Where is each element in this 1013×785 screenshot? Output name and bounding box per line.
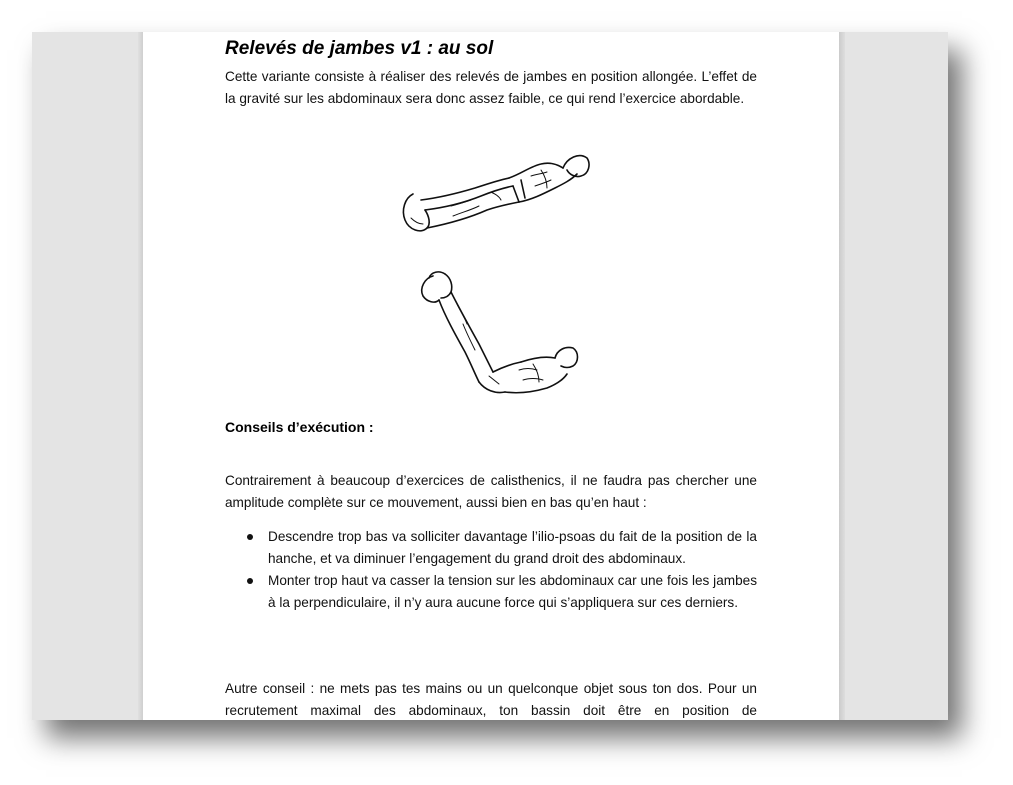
right-gutter [839,32,948,720]
section-title: Relevés de jambes v1 : au sol [225,38,494,59]
left-gutter [32,32,143,720]
lying-leg-raise-top-illustration [409,264,581,408]
document-viewer [32,32,948,720]
tip-text: Descendre trop bas va solliciter davantage l’ilio-psoas du fait de la position de la hanche, et va diminuer l’engagement du grand droit des abdominaux. [268,529,757,566]
list-item [225,526,757,570]
document-page [143,32,839,720]
list-item [225,570,757,614]
bullet-icon [247,534,253,540]
execution-tips-heading: Conseils d’exécution : [225,419,374,435]
other-advice-paragraph: Autre conseil : ne mets pas tes mains ou un quelconque objet sous ton dos. Pour un recrutement maximal des abdominaux, ton bassin doit être en position de [225,681,757,718]
intro-paragraph: Cette variante consiste à réaliser des relevés de jambes en position allongée. L’effet de la gravité sur les abdominaux sera donc assez faible, ce qui rend l’exercice abordable. [225,69,757,106]
page-edge-right [839,32,845,720]
bullet-icon [247,578,253,584]
tip-text: Monter trop haut va casser la tension sur les abdominaux car une fois les jambes à la perpendiculaire, il n’y aura aucune force qui s’appliquera sur ces derniers. [268,573,757,610]
lying-leg-raise-start-illustration [391,144,591,240]
amplitude-paragraph: Contrairement à beaucoup d’exercices de calisthenics, il ne faudra pas chercher une amplitude complète sur ce mouvement, aussi bien en bas qu’en haut : [225,473,757,510]
tips-list [225,526,757,614]
